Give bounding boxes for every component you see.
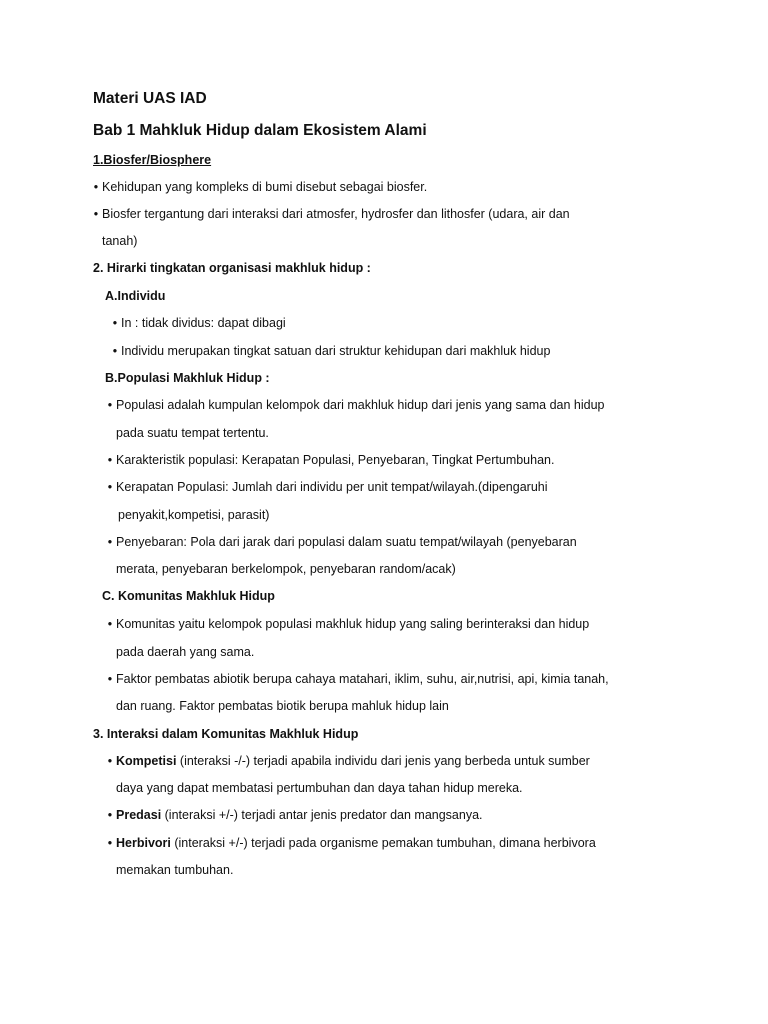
term-predasi: Predasi (116, 808, 162, 822)
subsection-b-heading: B.Populasi Makhluk Hidup : (105, 371, 270, 385)
subsection-b-bullet-3: • Kerapatan Populasi: Jumlah dari individu per unit tempat/wilayah.(dipengaruhi (107, 480, 548, 494)
subsection-c-bullet-1-cont: pada daerah yang sama. (116, 645, 255, 659)
document-title: Materi UAS IAD (93, 90, 207, 107)
section-2-heading: 2. Hirarki tingkatan organisasi makhluk hidup : (93, 261, 371, 275)
bullet-icon: • (93, 180, 99, 194)
subsection-c-bullet-1: • Komunitas yaitu kelompok populasi makhluk hidup yang saling berinteraksi dan hidup (107, 617, 590, 631)
subsection-c-heading: C. Komunitas Makhluk Hidup (102, 589, 275, 603)
section-3-bullet-predasi: • Predasi (interaksi +/-) terjadi antar jenis predator dan mangsanya. (107, 808, 483, 822)
section-1-bullet-2-cont: tanah) (102, 234, 138, 248)
bullet-icon: • (112, 316, 118, 330)
section-3-bullet-kompetisi: • Kompetisi (interaksi -/-) terjadi apabila individu dari jenis yang berbeda untuk sumber (107, 754, 590, 768)
subsection-b-bullet-2: • Karakteristik populasi: Kerapatan Populasi, Penyebaran, Tingkat Pertumbuhan. (107, 453, 555, 467)
bullet-icon: • (93, 207, 99, 221)
section-1-heading: 1.Biosfer/Biosphere (93, 153, 212, 167)
subsection-c-bullet-2-cont: dan ruang. Faktor pembatas biotik berupa mahluk hidup lain (116, 699, 449, 713)
subsection-b-bullet-3-cont: penyakit,kompetisi, parasit) (118, 508, 270, 522)
section-3-bullet-kompetisi-cont: daya yang dapat membatasi pertumbuhan dan daya tahan hidup mereka. (116, 781, 523, 795)
bullet-icon: • (107, 672, 113, 686)
bullet-icon: • (112, 344, 118, 358)
bullet-icon: • (107, 453, 113, 467)
section-1-bullet-1: • Kehidupan yang kompleks di bumi disebut sebagai biosfer. (93, 180, 428, 194)
term-kompetisi: Kompetisi (116, 754, 177, 768)
bullet-icon: • (107, 836, 113, 850)
term-herbivori: Herbivori (116, 836, 171, 850)
bullet-icon: • (107, 535, 113, 549)
subsection-b-bullet-4-cont: merata, penyebaran berkelompok, penyebaran random/acak) (116, 562, 456, 576)
bullet-icon: • (107, 480, 113, 494)
subsection-a-heading: A.Individu (105, 289, 166, 303)
bullet-icon: • (107, 808, 113, 822)
bullet-icon: • (107, 398, 113, 412)
section-1-bullet-2: • Biosfer tergantung dari interaksi dari atmosfer, hydrosfer dan lithosfer (udara, air dan (93, 207, 570, 221)
subsection-a-bullet-1: • In : tidak dividus: dapat dibagi (112, 316, 286, 330)
section-3-bullet-herbivori: • Herbivori (interaksi +/-) terjadi pada organisme pemakan tumbuhan, dimana herbivora (107, 836, 596, 850)
section-3-bullet-herbivori-cont: memakan tumbuhan. (116, 863, 234, 877)
subsection-c-bullet-2: • Faktor pembatas abiotik berupa cahaya matahari, iklim, suhu, air,nutrisi, api, kimia tanah, (107, 672, 609, 686)
section-3-heading: 3. Interaksi dalam Komunitas Makhluk Hidup (93, 727, 359, 741)
subsection-a-bullet-2: • Individu merupakan tingkat satuan dari struktur kehidupan dari makhluk hidup (112, 344, 551, 358)
bullet-icon: • (107, 617, 113, 631)
chapter-heading: Bab 1 Mahkluk Hidup dalam Ekosistem Alami (93, 122, 427, 139)
subsection-b-bullet-1: • Populasi adalah kumpulan kelompok dari makhluk hidup dari jenis yang sama dan hidup (107, 398, 605, 412)
subsection-b-bullet-4: • Penyebaran: Pola dari jarak dari populasi dalam suatu tempat/wilayah (penyebaran (107, 535, 577, 549)
bullet-icon: • (107, 754, 113, 768)
subsection-b-bullet-1-cont: pada suatu tempat tertentu. (116, 426, 269, 440)
